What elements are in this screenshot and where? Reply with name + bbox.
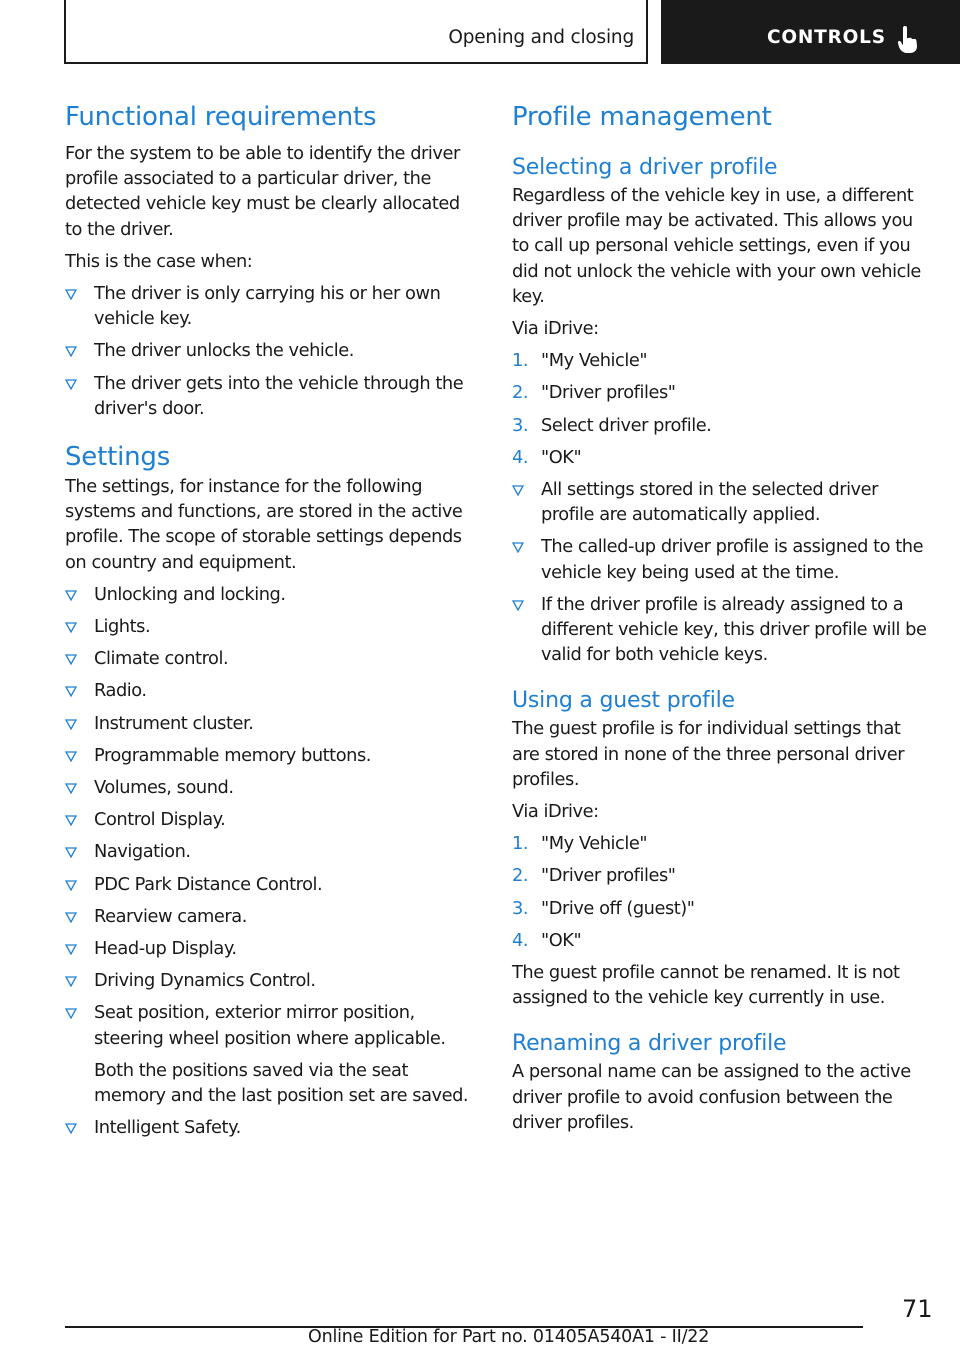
step-item: 2. "Driver profiles" xyxy=(512,382,676,404)
bullet-triangle-icon xyxy=(512,485,524,496)
list-item: Climate control. xyxy=(65,646,479,671)
list-item: PDC Park Distance Control. xyxy=(65,872,479,897)
bullet-triangle-icon xyxy=(65,719,77,730)
settings-list xyxy=(65,582,479,1141)
profile-management-heading: Profile management xyxy=(512,102,772,132)
seat-note: Both the positions saved via the seat memory and the last position set are saved. xyxy=(94,1059,469,1107)
bullet-triangle-icon xyxy=(65,289,77,300)
list-item: Control Display. xyxy=(65,807,479,832)
list-item: Volumes, sound. xyxy=(65,775,479,800)
guest-via: Via iDrive: xyxy=(512,801,599,823)
list-item: Seat position, exterior mirror position, steering wheel position where applicable. Both the positions saved via the seat memory and the last position set are saved. xyxy=(65,1000,479,1108)
bullet-triangle-icon xyxy=(65,686,77,697)
bullet-triangle-icon xyxy=(65,622,77,633)
right-column xyxy=(512,100,928,1135)
bullet-triangle-icon xyxy=(65,815,77,826)
step-item: 1. "My Vehicle" xyxy=(512,350,648,372)
list-item: Head-up Display. xyxy=(65,936,479,961)
bullet-triangle-icon xyxy=(65,783,77,794)
step-item: 4. "OK" xyxy=(512,929,582,951)
footer-edition: Online Edition for Part no. 01405A540A1 - II/22 xyxy=(308,1327,710,1347)
list-item: The driver unlocks the vehicle. xyxy=(65,338,479,363)
header-section-box xyxy=(661,0,960,64)
bullet-triangle-icon xyxy=(65,1008,77,1019)
selecting-steps xyxy=(512,348,928,470)
list-item: Lights. xyxy=(65,614,479,639)
bullet-triangle-icon xyxy=(65,590,77,601)
step-item: 2. "Driver profiles" xyxy=(512,865,676,887)
bullet-triangle-icon xyxy=(65,379,77,390)
bullet-triangle-icon xyxy=(65,847,77,858)
renaming-intro: A personal name can be assigned to the active driver profile to avoid confusion between the driver profiles. xyxy=(512,1061,911,1133)
list-item: Intelligent Safety. xyxy=(65,1115,479,1140)
header-section-title: CONTROLS xyxy=(767,27,886,48)
list-item: Unlocking and locking. xyxy=(65,582,479,607)
left-column xyxy=(65,100,479,1141)
step-item: 3. "Drive off (guest)" xyxy=(512,897,695,919)
bullet-triangle-icon xyxy=(65,880,77,891)
guest-profile-heading: Using a guest profile xyxy=(512,688,735,714)
header-chapter-title: Opening and closing xyxy=(448,27,634,48)
selecting-via: Via iDrive: xyxy=(512,318,599,340)
step-item: 3. Select driver profile. xyxy=(512,414,712,436)
bullet-triangle-icon xyxy=(65,346,77,357)
list-item: Radio. xyxy=(65,678,479,703)
list-item: Rearview camera. xyxy=(65,904,479,929)
selecting-profile-heading: Selecting a driver profile xyxy=(512,155,778,180)
bullet-triangle-icon xyxy=(65,1123,77,1134)
bullet-triangle-icon xyxy=(512,600,524,611)
step-item: 4. "OK" xyxy=(512,446,582,468)
functional-case: This is the case when: xyxy=(65,250,253,272)
page-number: 71 xyxy=(902,1295,933,1323)
bullet-triangle-icon xyxy=(65,751,77,762)
list-item: If the driver profile is already assigned to a different vehicle key, this driver profile will be valid for both vehicle keys. xyxy=(512,592,928,668)
pointing-hand-icon xyxy=(897,26,919,54)
step-item: 1. "My Vehicle" xyxy=(512,833,648,855)
selecting-intro: Regardless of the vehicle key in use, a different driver profile may be activated. This allows you to call up personal vehicle settings, even if you did not unlock the vehicle with your own vehicle key. xyxy=(512,185,921,307)
settings-intro: The settings, for instance for the following systems and functions, are stored in the active profile. The scope of storable settings depends on country and equipment. xyxy=(65,476,463,573)
list-item: The called-up driver profile is assigned to the vehicle key being used at the time. xyxy=(512,534,928,584)
list-item: Navigation. xyxy=(65,839,479,864)
list-item: All settings stored in the selected driver profile are automatically applied. xyxy=(512,477,928,527)
functional-requirements-heading: Functional requirements xyxy=(65,102,377,132)
guest-note: The guest profile cannot be renamed. It is not assigned to the vehicle key currently in use. xyxy=(512,962,900,1009)
selecting-list xyxy=(512,477,928,667)
list-item: Driving Dynamics Control. xyxy=(65,968,479,993)
guest-steps xyxy=(512,831,928,953)
list-item: The driver is only carrying his or her own vehicle key. xyxy=(65,281,479,331)
list-item: The driver gets into the vehicle through the driver's door. xyxy=(65,371,479,421)
bullet-triangle-icon xyxy=(65,944,77,955)
list-item: Programmable memory buttons. xyxy=(65,743,479,768)
bullet-triangle-icon xyxy=(65,912,77,923)
list-item: Instrument cluster. xyxy=(65,711,479,736)
header-chapter-box xyxy=(64,0,648,64)
bullet-triangle-icon xyxy=(512,542,524,553)
functional-list xyxy=(65,281,479,421)
settings-heading: Settings xyxy=(65,442,171,473)
bullet-triangle-icon xyxy=(65,976,77,987)
bullet-triangle-icon xyxy=(65,654,77,665)
guest-intro: The guest profile is for individual settings that are stored in none of the three personal driver profiles. xyxy=(512,718,905,790)
renaming-profile-heading: Renaming a driver profile xyxy=(512,1031,787,1057)
functional-intro: For the system to be able to identify the driver profile associated to a particular driver, the detected vehicle key must be clearly allocated to the driver. xyxy=(65,143,460,240)
